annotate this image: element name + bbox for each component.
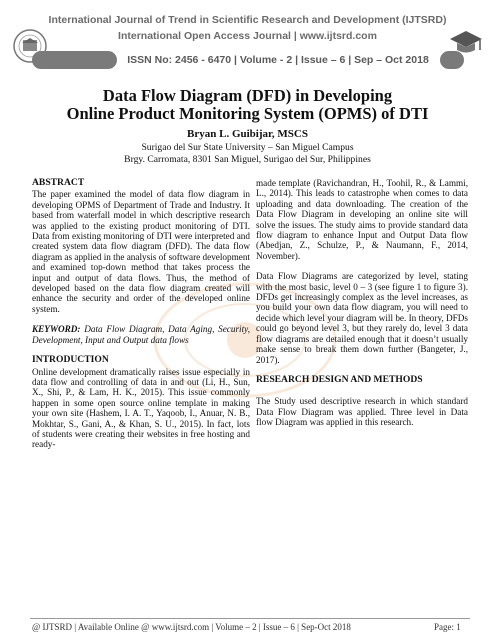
keywords-text: Data Flow Diagram, Data Aging, Security, Development, Input and Output data flows [32, 324, 250, 345]
journal-header [0, 0, 495, 68]
page-number: Page: 1 [434, 622, 461, 632]
left-column [32, 178, 250, 450]
keywords [32, 324, 250, 345]
issn-volume-line: ISSN No: 2456 - 6470 | Volume - 2 | Issue – 6 | Sep – Oct 2018 [118, 50, 438, 70]
paper-title-line-1: Data Flow Diagram (DFD) in Developing [102, 86, 393, 105]
journal-name: International Journal of Trend in Scientific Research and Development (IJTSRD) [48, 14, 447, 26]
footer-divider [30, 618, 470, 619]
research-design-heading: RESEARCH DESIGN AND METHODS [256, 373, 423, 385]
graduation-cap-icon [448, 28, 484, 56]
introduction-heading: INTRODUCTION [32, 354, 109, 366]
affiliation-line-1: Surigao del Sur State University – San Miguel Campus [141, 142, 354, 153]
journal-access-line: International Open Access Journal | www.ijtsrd.com [118, 30, 377, 42]
keywords-label: KEYWORD: [32, 324, 81, 335]
abstract-text: The paper examined the model of data flow diagram in developing OPMS of Department of Trade and Industry. It based from waterfall model in which descriptive research was applied to the existing product monitoring of DTI. Data from existing monitoring of DTI were interpreted and created system data flow diagram (DFD). The data flow diagram as applied in the analysis of software development and examined top-down method that takes process the input and output of data flows. Thus, the method of developed based on the data flow diagram created will enhance the security and order of the developed online system. [32, 189, 250, 314]
header-bar-left [32, 51, 117, 69]
right-column [256, 178, 468, 428]
abstract-heading: ABSTRACT [32, 177, 85, 188]
dfd-levels-paragraph: Data Flow Diagrams are categorized by level, stating with the most basic, level 0 – 3 (see figure 1 to figure 3). DFDs get increasingly complex as the level increases, as you build your own data flow diagram, you will need to decide which level your diagram will be. In theory, DFDs could go beyond level 3, but they rarely do, level 3 data flow diagrams are detailed enough that it doesn’t usually make sense to break them down further (Bangeter, J., 2017). [256, 271, 468, 365]
intro-continuation: made template (Ravichandran, H., Toohil, R., & Lammi, L., 2014). This leads to catastrophe when comes to data uploading and data downloading. The creation of the Data Flow Diagram in developing an online site will solve the issues. The study aims to provide standard data flow diagram to enhance Input and Output Data flow (Abedjan, Z., Schulze, P., & Naumann, F., 2014, November). [256, 178, 468, 261]
research-design-text: The Study used descriptive research in which standard Data Flow Diagram was applied. Three level in Data flow Diagram was applied in this research. [256, 396, 468, 428]
paper-title-line-2: Online Product Monitoring System (OPMS) of DTI [66, 104, 429, 123]
footer-info: @ IJTSRD | Available Online @ www.ijtsrd.com | Volume – 2 | Issue – 6 | Sep-Oct 2018 [32, 622, 351, 632]
affiliation-line-2: Brgy. Carromata, 8301 San Miguel, Surigao del Sur, Philippines [124, 154, 371, 165]
author-name: Bryan L. Guibijar, MSCS [187, 128, 308, 140]
introduction-text: Online development dramatically raises issue especially in data flow and controlling of data in and out (Li, H., Sun, X., Shi, P., & Lam, H. K., 2015). This issue commonly happen in some open source online template in making your own site (Hashem, I. A. T., Yaqoob, I., Anuar, N. B., Mokhtar, S., Gani, A., & Khan, S. U., 2015). In fact, lots of students were creating their websites in free hosting and ready- [32, 366, 250, 450]
